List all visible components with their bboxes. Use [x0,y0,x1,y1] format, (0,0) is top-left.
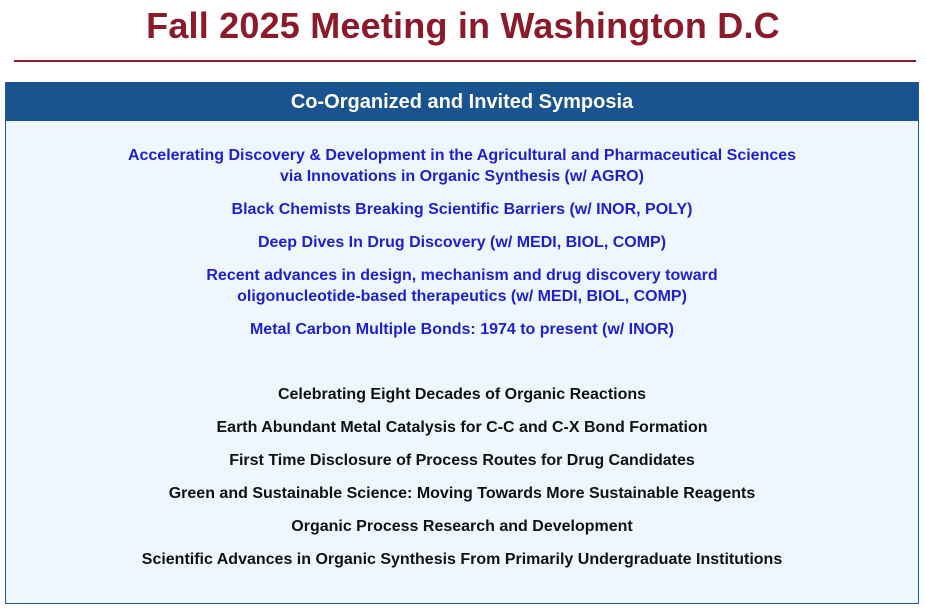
co-organized-item-line: Recent advances in design, mechanism and drug discovery toward [206,267,718,284]
invited-item: Celebrating Eight Decades of Organic Reactions [277,386,647,403]
panel-header: Co-Organized and Invited Symposia [6,83,918,121]
co-organized-item [6,232,918,253]
page-title: Fall 2025 Meeting in Washington D.C [146,5,780,46]
title-divider [14,60,916,62]
co-organized-item [6,145,918,187]
co-organized-item [6,199,918,220]
co-organized-list [6,145,918,352]
co-organized-item-line: Metal Carbon Multiple Bonds: 1974 to present (w/ INOR) [249,321,675,338]
co-organized-item [6,265,918,307]
invited-item: Scientific Advances in Organic Synthesis From Primarily Undergraduate Institutions [141,551,783,568]
co-organized-item-line: Black Chemists Breaking Scientific Barriers (w/ INOR, POLY) [231,201,693,218]
invited-list [6,384,918,582]
co-organized-item-line: via Innovations in Organic Synthesis (w/ AGRO) [280,168,644,185]
invited-item: Earth Abundant Metal Catalysis for C-C and C-X Bond Formation [216,419,708,436]
invited-item: Green and Sustainable Science: Moving Towards More Sustainable Reagents [168,485,756,502]
co-organized-item-line: Deep Dives In Drug Discovery (w/ MEDI, BIOL, COMP) [257,234,667,251]
invited-item: Organic Process Research and Development [291,518,633,535]
symposia-panel [5,82,919,604]
co-organized-item [6,319,918,340]
co-organized-item-line: Accelerating Discovery & Development in the Agricultural and Pharmaceutical Sciences [127,147,797,164]
co-organized-item-line: oligonucleotide-based therapeutics (w/ MEDI, BIOL, COMP) [237,288,687,305]
invited-item: First Time Disclosure of Process Routes for Drug Candidates [229,452,695,469]
